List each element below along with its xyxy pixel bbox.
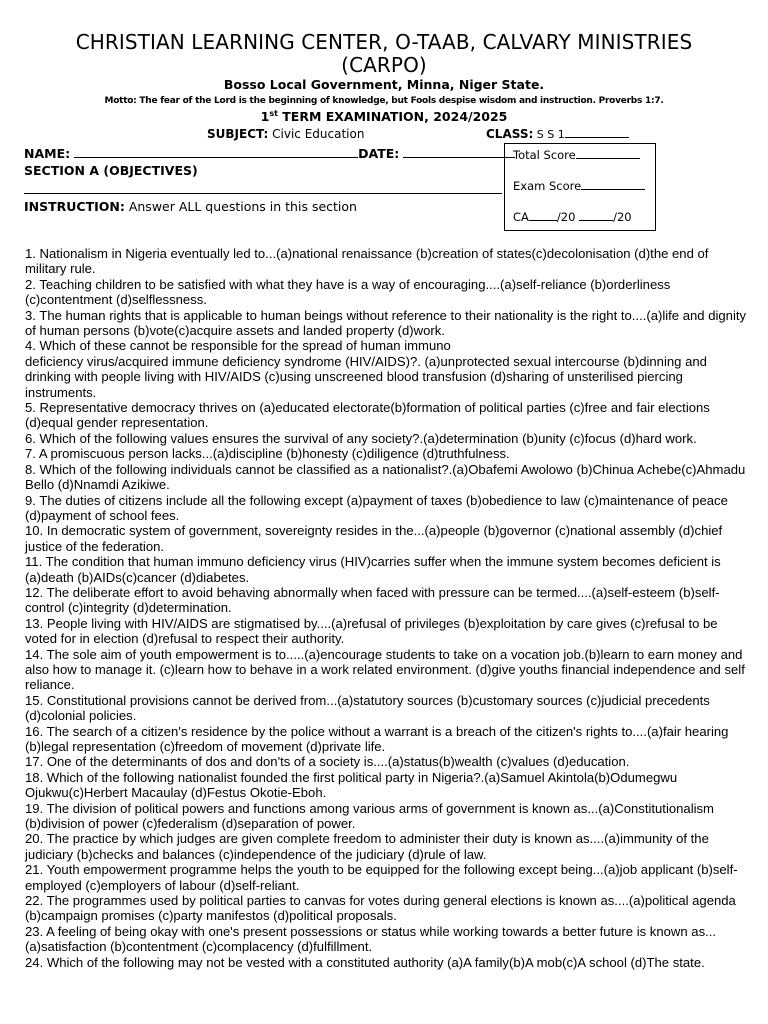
question-item: 8. Which of the following individuals cannot be classified as a nationalist?.(a)Obafemi Awolowo (b)Chinua Achebe(c)Ahmadu Bello (d)Nnamdi Azikiwe. bbox=[25, 461, 746, 493]
question-item: 19. The division of political powers and functions among various arms of government is known as...(a)Constitutionalism (b)division of power (c)federalism (d)separation of power. bbox=[25, 800, 714, 832]
question-item: 4. Which of these cannot be responsible for the spread of human immuno bbox=[25, 338, 451, 354]
question-item: 18. Which of the following nationalist founded the first political party in Nigeria?.(a)Samuel Akintola(b)Odumegwu Ojukwu(c)Herbert Macaulay (d)Festus Okotie-Eboh. bbox=[25, 769, 678, 801]
class-label: CLASS: bbox=[486, 127, 534, 141]
ca-field-2[interactable] bbox=[579, 211, 613, 221]
question-item: 6. Which of the following values ensures the survival of any society?.(a)determination (b)unity (c)focus (d)hard work. bbox=[25, 430, 697, 446]
class-underline bbox=[565, 127, 629, 138]
question-item: 5. Representative democracy thrives on (a)educated electorate(b)formation of political parties (c)free and fair elections (d)equal gender representation. bbox=[25, 400, 710, 431]
ca-row bbox=[513, 210, 632, 224]
ca-field-1[interactable] bbox=[529, 211, 557, 221]
section-title: SECTION A (OBJECTIVES) bbox=[24, 163, 198, 178]
question-item: 11. The condition that human immuno deficiency virus (HIV)carries suffer when the immune system becomes deficient is (a)death (b)AIDs(c)cancer (d)diabetes. bbox=[25, 554, 721, 585]
ca-max-1: /20 bbox=[556, 210, 576, 224]
total-score-row bbox=[513, 148, 640, 162]
question-item: 17. One of the determinants of dos and don'ts of a society is....(a)status(b)wealth (c)values (d)education. bbox=[25, 754, 630, 770]
term-ordinal: 1 bbox=[260, 109, 270, 124]
divider-line bbox=[24, 193, 502, 194]
question-item: 10. In democratic system of government, sovereignty resides in the...(a)people (b)governor (c)national assembly (d)chief justice of the federation. bbox=[25, 523, 723, 554]
subject-value: Civic Education bbox=[268, 127, 365, 141]
school-name: CHRISTIAN LEARNING CENTER, O-TAAB, CALVARY MINISTRIES (CARPO) bbox=[75, 30, 693, 77]
question-item: 16. The search of a citizen's residence by the police without a warrant is a breach of the citizen's rights to....(a)fair hearing (b)legal representation (c)freedom of movement (d)private life. bbox=[25, 723, 729, 754]
question-list bbox=[25, 246, 747, 970]
question-item: 13. People living with HIV/AIDS are stigmatised by....(a)refusal of privileges (b)exploitation by care gives (c)refusal to be voted for in election (d)refusal to respect their authority. bbox=[25, 615, 718, 647]
instruction-text: Answer ALL questions in this section bbox=[124, 199, 357, 214]
question-item: deficiency virus/acquired immune deficiency syndrome (HIV/AIDS)?. (a)unprotected sexual intercourse (b)dinning and drinking with people living with HIV/AIDS (c)using unscreened blood transfusion (d)sharing of unsterilised piercing instruments. bbox=[25, 353, 707, 400]
ca-max-2: /20 bbox=[613, 210, 632, 224]
question-item: 23. A feeling of being okay with one's present possessions or status while working towards a better future is known as...(a)satisfaction (b)contentment (c)complacency (d)fulfillment. bbox=[25, 923, 717, 955]
total-score-field[interactable] bbox=[576, 149, 640, 159]
question-item: 24. Which of the following may not be vested with a constituted authority (a)A family(b)A mob(c)A school (d)The state. bbox=[25, 954, 705, 970]
instruction-label: INSTRUCTION: bbox=[24, 199, 125, 214]
exam-score-row bbox=[513, 179, 645, 193]
score-box bbox=[504, 143, 656, 231]
question-item: 22. The programmes used by political parties to canvas for votes during general elections is known as....(a)political agenda (b)campaign promises (c)party manifestos (d)political proposals. bbox=[25, 893, 736, 924]
subject-row bbox=[207, 127, 364, 141]
exam-title-text: TERM EXAMINATION, 2024/2025 bbox=[277, 109, 508, 124]
ca-label: CA bbox=[513, 210, 529, 224]
question-item: 9. The duties of citizens include all the following except (a)payment of taxes (b)obedience to law (c)maintenance of peace (d)payment of school fees. bbox=[25, 492, 728, 523]
exam-score-field[interactable] bbox=[581, 180, 645, 190]
instruction bbox=[24, 199, 357, 214]
exam-title bbox=[30, 108, 738, 126]
question-item: 14. The sole aim of youth empowerment is to.....(a)encourage students to take on a vocation job.(b)learn to earn money and also how to manage it. (c)learn how to behave in a work related environment. (d)give youths financial independence and self reliance. bbox=[25, 646, 745, 693]
name-row bbox=[24, 146, 515, 161]
name-field[interactable] bbox=[74, 146, 358, 158]
name-label: NAME: bbox=[24, 146, 71, 161]
question-item: 21. Youth empowerment programme helps the youth to be equipped for the following except being...(a)job applicant (b)self-employed (c)employers of labour (d)self-reliant. bbox=[25, 862, 738, 893]
question-item: 7. A promiscuous person lacks...(a)discipline (b)honesty (c)diligence (d)truthfulness. bbox=[25, 446, 510, 462]
question-item: 15. Constitutional provisions cannot be derived from...(a)statutory sources (b)customary sources (c)judicial precedents (d)colonial policies. bbox=[25, 692, 710, 724]
school-location: Bosso Local Government, Minna, Niger State. bbox=[223, 77, 545, 92]
class-value: S S 1 bbox=[533, 128, 565, 141]
question-item: 12. The deliberate effort to avoid behaving abnormally when faced with pressure can be termed....(a)self-esteem (b)self-control (c)integrity (d)determination. bbox=[25, 584, 720, 616]
date-label: DATE: bbox=[358, 146, 400, 161]
subject-label: SUBJECT: bbox=[207, 127, 269, 141]
school-motto: Motto: The fear of the Lord is the beginning of knowledge, but Fools despise wisdom and instruction. Proverbs 1:7. bbox=[104, 96, 664, 106]
question-item: 1. Nationalism in Nigeria eventually led to...(a)national renaissance (b)creation of states(c)decolonisation (d)the end of military rule. bbox=[25, 246, 709, 277]
question-item: 20. The practice by which judges are given complete freedom to administer their duty is known as....(a)immunity of the judiciary (b)checks and balances (c)independence of the judiciary (d)rule of law. bbox=[25, 831, 709, 862]
question-item: 2. Teaching children to be satisfied with what they have is a way of encouraging....(a)self-reliance (b)orderliness (c)contentment (d)selflessness. bbox=[25, 276, 671, 308]
class-row bbox=[486, 127, 629, 141]
total-score-label: Total Score bbox=[513, 148, 576, 162]
term-suffix: st bbox=[269, 109, 278, 118]
exam-score-label: Exam Score bbox=[513, 179, 582, 193]
question-item: 3. The human rights that is applicable to human beings without reference to their nationality is the right to....(a)life and dignity of human persons (b)vote(c)acquire assets and landed property (d)work. bbox=[25, 307, 747, 339]
date-field[interactable] bbox=[403, 146, 515, 158]
